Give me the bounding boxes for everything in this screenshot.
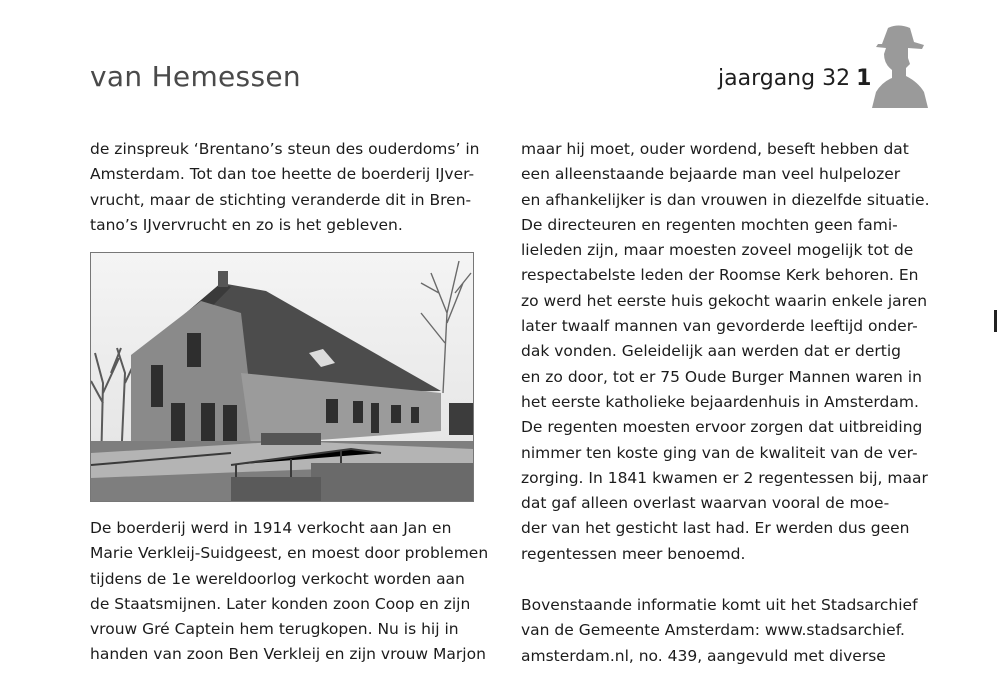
page-title: van Hemessen [90,60,301,93]
text-line: De regenten moesten ervoor zorgen dat uitbreiding [521,418,923,437]
text-line: De directeuren en regenten mochten geen fami- [521,215,898,234]
text-line: nimmer ten koste ging van de kwaliteit van de ver- [521,443,918,462]
text-line: Bovenstaande informatie komt uit het Stadsarchief [521,596,918,614]
text-line: van de Gemeente Amsterdam: www.stadsarchief. [521,621,905,640]
text-line: de Staatsmijnen. Later konden zoon Coop en zijn [90,594,471,613]
text-line: Amsterdam. Tot dan toe heette de boerderij IJver- [90,165,475,184]
text-line: maar hij moet, ouder wordend, beseft hebben dat [521,140,909,158]
text-line: vrouw Gré Captein hem terugkopen. Nu is hij in [90,620,459,639]
text-line: respectabelste leden der Roomse Kerk behoren. En [521,266,919,285]
left-column-top-text [90,137,490,238]
text-cursor [994,310,997,332]
text-line: tijdens de 1e wereldoorlog verkocht worden aan [90,569,465,588]
text-line: vrucht, maar de stichting veranderde dit in Bren- [90,190,472,209]
text-line: het eerste katholieke bejaardenhuis in Amsterdam. [521,392,919,411]
text-line: dat gaf alleen overlast waarvan vooral de moe- [521,494,890,513]
text-line: amsterdam.nl, no. 439, aangevuld met diverse [521,646,886,665]
text-line: en zo door, tot er 75 Oude Burger Mannen waren in [521,367,922,386]
text-line: en afhankelijker is dan vrouwen in diezelfde situatie. [521,190,930,209]
text-line: handen van zoon Ben Verkleij en zijn vrouw Marjon [90,645,486,664]
text-line: zo werd het eerste huis gekocht waarin enkele jaren [521,291,928,310]
farmhouse-photo [90,252,474,502]
text-line: lieleden zijn, maar moesten zoveel mogelijk tot de [521,241,914,260]
text-line: dak vonden. Geleidelijk aan werden dat er dertig [521,342,901,361]
text-line: een alleenstaande bejaarde man veel hulpelozer [521,165,901,184]
issue-indicator [718,66,871,91]
text-line: der van het gesticht last had. Er werden dus geen [521,519,910,538]
text-line: De boerderij werd in 1914 verkocht aan Jan en [90,519,452,537]
text-line: Marie Verkleij-Suidgeest, en moest door problemen [90,544,489,563]
left-column-bottom-text [90,516,490,668]
text-line: zorging. In 1841 kwamen er 2 regentessen bij, maar [521,468,928,487]
page-number: 1 [856,66,872,91]
right-column-second-paragraph [521,593,921,669]
issue-label: jaargang 32 [718,66,851,91]
man-with-hat-silhouette-icon [868,24,930,108]
text-line: tano’s IJvervrucht en zo is het gebleven. [90,215,403,234]
text-line: later twaalf mannen van gevorderde leeftijd onder- [521,317,918,336]
text-line: de zinspreuk ‘Brentano’s steun des ouderdoms’ in [90,140,480,158]
right-column-text [521,137,930,567]
text-line: regentessen meer benoemd. [521,544,746,563]
